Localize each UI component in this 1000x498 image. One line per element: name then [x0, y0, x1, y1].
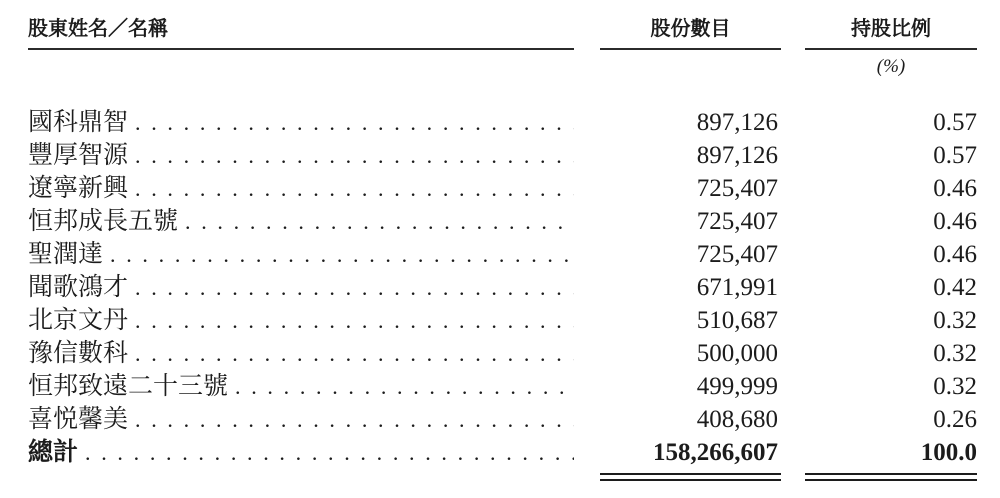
pct-value: 0.57 — [933, 142, 977, 169]
shares-value: 158,266,607 — [653, 439, 778, 466]
shareholder-name: 豫信數科 — [28, 340, 129, 367]
column-header-shareholding-percentage: 持股比例 — [805, 14, 977, 50]
table-row — [28, 370, 977, 403]
dot-leader — [103, 238, 574, 271]
shares-value: 725,407 — [696, 175, 778, 202]
dot-leader — [178, 205, 574, 238]
table-row — [28, 238, 977, 271]
table-row — [28, 304, 977, 337]
dot-leader — [128, 304, 574, 337]
pct-value: 0.57 — [933, 109, 977, 136]
shares-value: 500,000 — [696, 340, 778, 367]
total-double-rules — [28, 473, 977, 481]
shareholder-name: 遼寧新興 — [28, 175, 129, 202]
name-cell — [28, 205, 574, 238]
name-cell — [28, 139, 574, 172]
shareholder-name: 喜悦馨美 — [28, 406, 129, 433]
pct-total-double-rule — [805, 473, 977, 481]
table-row — [28, 403, 977, 436]
shareholder-name: 總計 — [28, 439, 79, 466]
shares-value: 725,407 — [696, 208, 778, 235]
pct-value: 0.42 — [933, 274, 977, 301]
table-row — [28, 139, 977, 172]
dot-leader — [228, 370, 574, 403]
name-cell — [28, 238, 574, 271]
shareholder-name: 國科鼎智 — [28, 109, 129, 136]
pct-value: 100.0 — [920, 439, 977, 466]
name-cell — [28, 337, 574, 370]
name-cell — [28, 370, 574, 403]
shareholder-name: 北京文丹 — [28, 307, 129, 334]
shareholder-name: 豐厚智源 — [28, 142, 129, 169]
name-cell — [28, 304, 574, 337]
table-row — [28, 172, 977, 205]
shareholder-name: 聖潤達 — [28, 241, 104, 268]
pct-value: 0.26 — [933, 406, 977, 433]
table-row — [28, 337, 977, 370]
name-cell — [28, 106, 574, 139]
shares-value: 408,680 — [696, 406, 778, 433]
dot-leader — [128, 106, 574, 139]
name-cell — [28, 436, 574, 469]
table-row — [28, 436, 977, 469]
table-body — [28, 106, 977, 469]
table-subheader-row — [28, 50, 977, 80]
dot-leader — [128, 337, 574, 370]
pct-value: 0.32 — [933, 373, 977, 400]
shareholder-table — [28, 14, 977, 481]
table-row — [28, 271, 977, 304]
pct-value: 0.46 — [933, 241, 977, 268]
pct-value: 0.46 — [933, 208, 977, 235]
column-header-number-of-shares: 股份數目 — [600, 14, 781, 50]
dot-leader — [78, 436, 574, 469]
name-cell — [28, 271, 574, 304]
name-cell — [28, 403, 574, 436]
name-cell — [28, 172, 574, 205]
percent-unit-label: (%) — [876, 56, 906, 77]
pct-value: 0.32 — [933, 307, 977, 334]
table-header-row — [28, 14, 977, 50]
pct-value: 0.32 — [933, 340, 977, 367]
shares-value: 897,126 — [696, 109, 778, 136]
shares-value: 725,407 — [696, 241, 778, 268]
shares-total-double-rule — [600, 473, 781, 481]
pct-value: 0.46 — [933, 175, 977, 202]
dot-leader — [128, 271, 574, 304]
shares-value: 897,126 — [696, 142, 778, 169]
shareholder-name: 聞歌鴻才 — [28, 274, 129, 301]
column-header-shareholder-name: 股東姓名／名稱 — [28, 14, 574, 50]
dot-leader — [128, 172, 574, 205]
shares-value: 499,999 — [696, 373, 778, 400]
table-row — [28, 106, 977, 139]
dot-leader — [128, 403, 574, 436]
shareholder-name: 恒邦致遠二十三號 — [28, 373, 229, 400]
dot-leader — [128, 139, 574, 172]
table-row — [28, 205, 977, 238]
shares-value: 671,991 — [696, 274, 778, 301]
shares-value: 510,687 — [696, 307, 778, 334]
shareholder-name: 恒邦成長五號 — [28, 208, 179, 235]
